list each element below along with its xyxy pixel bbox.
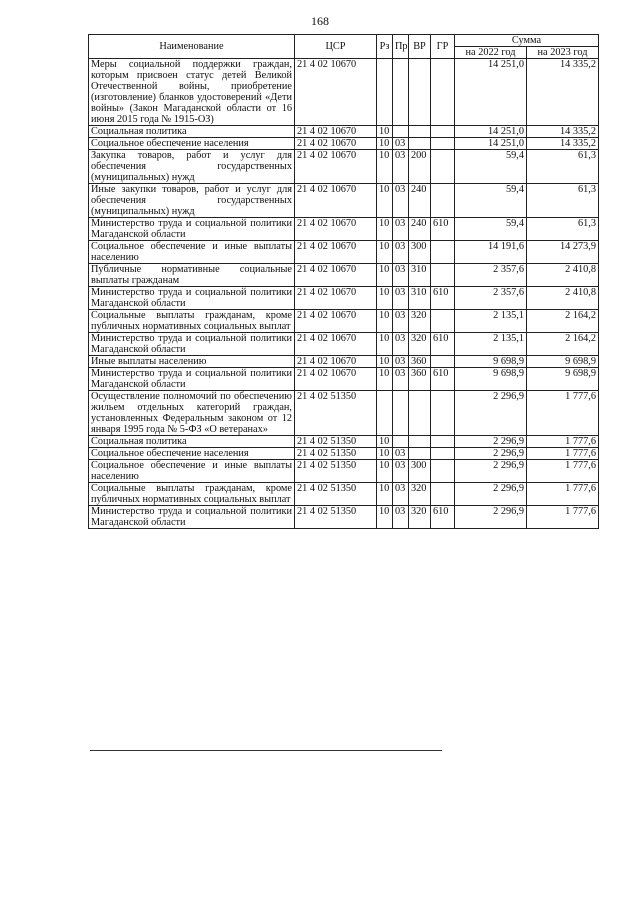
cell-rz: 10 <box>377 126 393 138</box>
cell-vr <box>409 126 431 138</box>
cell-pr: 03 <box>393 356 409 368</box>
cell-y2023: 61,3 <box>527 218 599 241</box>
cell-y2022: 2 135,1 <box>455 333 527 356</box>
cell-y2022: 2 357,6 <box>455 264 527 287</box>
cell-rz: 10 <box>377 264 393 287</box>
cell-name: Министерство труда и социальной политики Магаданской области <box>89 333 295 356</box>
cell-gr: 610 <box>431 218 455 241</box>
cell-y2023: 2 410,8 <box>527 264 599 287</box>
cell-rz <box>377 391 393 436</box>
cell-vr: 240 <box>409 218 431 241</box>
cell-vr: 360 <box>409 356 431 368</box>
cell-pr <box>393 391 409 436</box>
cell-vr: 320 <box>409 310 431 333</box>
cell-rz: 10 <box>377 241 393 264</box>
cell-y2023: 61,3 <box>527 184 599 218</box>
cell-y2023: 9 698,9 <box>527 368 599 391</box>
header-gr: ГР <box>431 35 455 59</box>
cell-vr: 360 <box>409 368 431 391</box>
cell-y2022: 2 296,9 <box>455 448 527 460</box>
cell-gr: 610 <box>431 506 455 529</box>
table-row <box>89 448 599 460</box>
cell-vr: 240 <box>409 184 431 218</box>
header-vr: ВР <box>409 35 431 59</box>
cell-pr: 03 <box>393 150 409 184</box>
cell-y2022: 14 251,0 <box>455 59 527 126</box>
header-year-2023: на 2023 год <box>527 47 599 59</box>
cell-rz <box>377 59 393 126</box>
cell-vr: 310 <box>409 287 431 310</box>
cell-csr: 21 4 02 10670 <box>295 368 377 391</box>
cell-gr: 610 <box>431 368 455 391</box>
table-row <box>89 356 599 368</box>
header-csr: ЦСР <box>295 35 377 59</box>
cell-y2023: 2 410,8 <box>527 287 599 310</box>
cell-y2022: 59,4 <box>455 150 527 184</box>
cell-vr: 310 <box>409 264 431 287</box>
cell-pr: 03 <box>393 333 409 356</box>
cell-rz: 10 <box>377 333 393 356</box>
cell-name: Осуществление полномочий по обеспечению жильем отдельных категорий граждан, установленных Федеральным законом от 12 января 1995 года № 5-ФЗ «О ветеранах» <box>89 391 295 436</box>
cell-rz: 10 <box>377 184 393 218</box>
cell-rz: 10 <box>377 287 393 310</box>
cell-csr: 21 4 02 51350 <box>295 391 377 436</box>
cell-pr: 03 <box>393 264 409 287</box>
cell-name: Министерство труда и социальной политики Магаданской области <box>89 287 295 310</box>
cell-vr: 320 <box>409 333 431 356</box>
cell-y2023: 9 698,9 <box>527 356 599 368</box>
cell-name: Социальные выплаты гражданам, кроме публичных нормативных социальных выплат <box>89 483 295 506</box>
cell-y2022: 2 296,9 <box>455 460 527 483</box>
cell-gr: 610 <box>431 287 455 310</box>
cell-name: Социальное обеспечение и иные выплаты населению <box>89 460 295 483</box>
header-pr: Пр <box>393 35 409 59</box>
table-row <box>89 483 599 506</box>
cell-rz: 10 <box>377 150 393 184</box>
cell-gr <box>431 310 455 333</box>
cell-y2022: 2 296,9 <box>455 483 527 506</box>
cell-gr <box>431 59 455 126</box>
cell-y2022: 2 135,1 <box>455 310 527 333</box>
table-row <box>89 184 599 218</box>
cell-rz: 10 <box>377 436 393 448</box>
cell-y2022: 2 296,9 <box>455 506 527 529</box>
cell-vr: 320 <box>409 483 431 506</box>
cell-pr <box>393 436 409 448</box>
cell-rz: 10 <box>377 356 393 368</box>
header-rz: Рз <box>377 35 393 59</box>
cell-csr: 21 4 02 10670 <box>295 126 377 138</box>
table-row <box>89 436 599 448</box>
table-row <box>89 218 599 241</box>
cell-pr: 03 <box>393 368 409 391</box>
cell-csr: 21 4 02 10670 <box>295 218 377 241</box>
table-row <box>89 391 599 436</box>
cell-csr: 21 4 02 10670 <box>295 287 377 310</box>
table-body <box>89 59 599 529</box>
cell-y2023: 1 777,6 <box>527 460 599 483</box>
cell-rz: 10 <box>377 448 393 460</box>
cell-name: Иные выплаты населению <box>89 356 295 368</box>
cell-pr: 03 <box>393 138 409 150</box>
cell-gr <box>431 126 455 138</box>
table-row <box>89 59 599 126</box>
cell-rz: 10 <box>377 506 393 529</box>
cell-name: Социальные выплаты гражданам, кроме публичных нормативных социальных выплат <box>89 310 295 333</box>
cell-y2023: 2 164,2 <box>527 333 599 356</box>
cell-y2022: 2 296,9 <box>455 391 527 436</box>
cell-gr <box>431 448 455 460</box>
footer-rule <box>90 750 442 751</box>
cell-y2022: 14 251,0 <box>455 126 527 138</box>
table-row <box>89 368 599 391</box>
cell-gr <box>431 436 455 448</box>
cell-y2023: 14 273,9 <box>527 241 599 264</box>
cell-gr <box>431 483 455 506</box>
cell-y2023: 14 335,2 <box>527 138 599 150</box>
cell-csr: 21 4 02 10670 <box>295 356 377 368</box>
cell-y2022: 59,4 <box>455 218 527 241</box>
cell-name: Министерство труда и социальной политики Магаданской области <box>89 506 295 529</box>
cell-gr <box>431 356 455 368</box>
cell-pr: 03 <box>393 310 409 333</box>
budget-table <box>88 34 599 529</box>
cell-csr: 21 4 02 51350 <box>295 436 377 448</box>
cell-csr: 21 4 02 10670 <box>295 264 377 287</box>
cell-csr: 21 4 02 51350 <box>295 483 377 506</box>
cell-csr: 21 4 02 51350 <box>295 448 377 460</box>
cell-vr <box>409 59 431 126</box>
table-row <box>89 287 599 310</box>
cell-pr: 03 <box>393 506 409 529</box>
cell-rz: 10 <box>377 138 393 150</box>
cell-y2023: 14 335,2 <box>527 126 599 138</box>
cell-csr: 21 4 02 10670 <box>295 138 377 150</box>
cell-vr <box>409 448 431 460</box>
cell-name: Закупка товаров, работ и услуг для обеспечения государственных (муниципальных) нужд <box>89 150 295 184</box>
cell-pr: 03 <box>393 287 409 310</box>
cell-y2023: 1 777,6 <box>527 483 599 506</box>
cell-y2022: 14 191,6 <box>455 241 527 264</box>
cell-csr: 21 4 02 51350 <box>295 460 377 483</box>
cell-name: Социальная политика <box>89 436 295 448</box>
cell-csr: 21 4 02 10670 <box>295 241 377 264</box>
cell-name: Публичные нормативные социальные выплаты гражданам <box>89 264 295 287</box>
cell-vr <box>409 436 431 448</box>
cell-y2022: 9 698,9 <box>455 356 527 368</box>
header-year-2022: на 2022 год <box>455 47 527 59</box>
cell-name: Социальное обеспечение и иные выплаты населению <box>89 241 295 264</box>
cell-csr: 21 4 02 10670 <box>295 184 377 218</box>
cell-name: Меры социальной поддержки граждан, которым присвоен статус детей Великой Отечественной войны, приобретение (изготовление) бланков удостоверений «Дети войны» (Закон Магаданской области от 16 июня 2015 года № 1915-ОЗ) <box>89 59 295 126</box>
cell-y2022: 59,4 <box>455 184 527 218</box>
cell-y2023: 14 335,2 <box>527 59 599 126</box>
cell-vr: 320 <box>409 506 431 529</box>
cell-pr: 03 <box>393 448 409 460</box>
cell-y2023: 61,3 <box>527 150 599 184</box>
cell-y2023: 1 777,6 <box>527 391 599 436</box>
cell-name: Министерство труда и социальной политики Магаданской области <box>89 218 295 241</box>
cell-y2022: 2 296,9 <box>455 436 527 448</box>
cell-pr: 03 <box>393 460 409 483</box>
cell-gr <box>431 241 455 264</box>
table-row <box>89 126 599 138</box>
table-row <box>89 264 599 287</box>
cell-csr: 21 4 02 10670 <box>295 310 377 333</box>
table-row <box>89 460 599 483</box>
table-row <box>89 138 599 150</box>
cell-gr: 610 <box>431 333 455 356</box>
table-row <box>89 506 599 529</box>
cell-rz: 10 <box>377 310 393 333</box>
cell-y2023: 2 164,2 <box>527 310 599 333</box>
cell-gr <box>431 460 455 483</box>
cell-gr <box>431 184 455 218</box>
cell-vr <box>409 138 431 150</box>
page-number: 168 <box>311 14 329 28</box>
cell-gr <box>431 150 455 184</box>
cell-pr: 03 <box>393 241 409 264</box>
cell-rz: 10 <box>377 218 393 241</box>
cell-y2022: 2 357,6 <box>455 287 527 310</box>
cell-y2022: 9 698,9 <box>455 368 527 391</box>
cell-y2023: 1 777,6 <box>527 436 599 448</box>
cell-vr <box>409 391 431 436</box>
cell-name: Социальное обеспечение населения <box>89 448 295 460</box>
header-name: Наименование <box>89 35 295 59</box>
cell-csr: 21 4 02 10670 <box>295 59 377 126</box>
cell-vr: 300 <box>409 460 431 483</box>
table-row <box>89 333 599 356</box>
cell-rz: 10 <box>377 483 393 506</box>
cell-pr: 03 <box>393 483 409 506</box>
cell-gr <box>431 391 455 436</box>
cell-name: Иные закупки товаров, работ и услуг для обеспечения государственных (муниципальных) нужд <box>89 184 295 218</box>
cell-csr: 21 4 02 10670 <box>295 333 377 356</box>
cell-name: Министерство труда и социальной политики Магаданской области <box>89 368 295 391</box>
table-row <box>89 241 599 264</box>
cell-name: Социальное обеспечение населения <box>89 138 295 150</box>
header-sum: Сумма <box>455 35 599 47</box>
cell-vr: 200 <box>409 150 431 184</box>
cell-rz: 10 <box>377 460 393 483</box>
cell-pr: 03 <box>393 184 409 218</box>
cell-gr <box>431 264 455 287</box>
cell-csr: 21 4 02 51350 <box>295 506 377 529</box>
cell-pr: 03 <box>393 218 409 241</box>
cell-y2022: 14 251,0 <box>455 138 527 150</box>
cell-pr <box>393 59 409 126</box>
cell-csr: 21 4 02 10670 <box>295 150 377 184</box>
cell-name: Социальная политика <box>89 126 295 138</box>
cell-vr: 300 <box>409 241 431 264</box>
cell-y2023: 1 777,6 <box>527 506 599 529</box>
cell-y2023: 1 777,6 <box>527 448 599 460</box>
table-row <box>89 310 599 333</box>
table-row <box>89 150 599 184</box>
cell-pr <box>393 126 409 138</box>
cell-rz: 10 <box>377 368 393 391</box>
cell-gr <box>431 138 455 150</box>
